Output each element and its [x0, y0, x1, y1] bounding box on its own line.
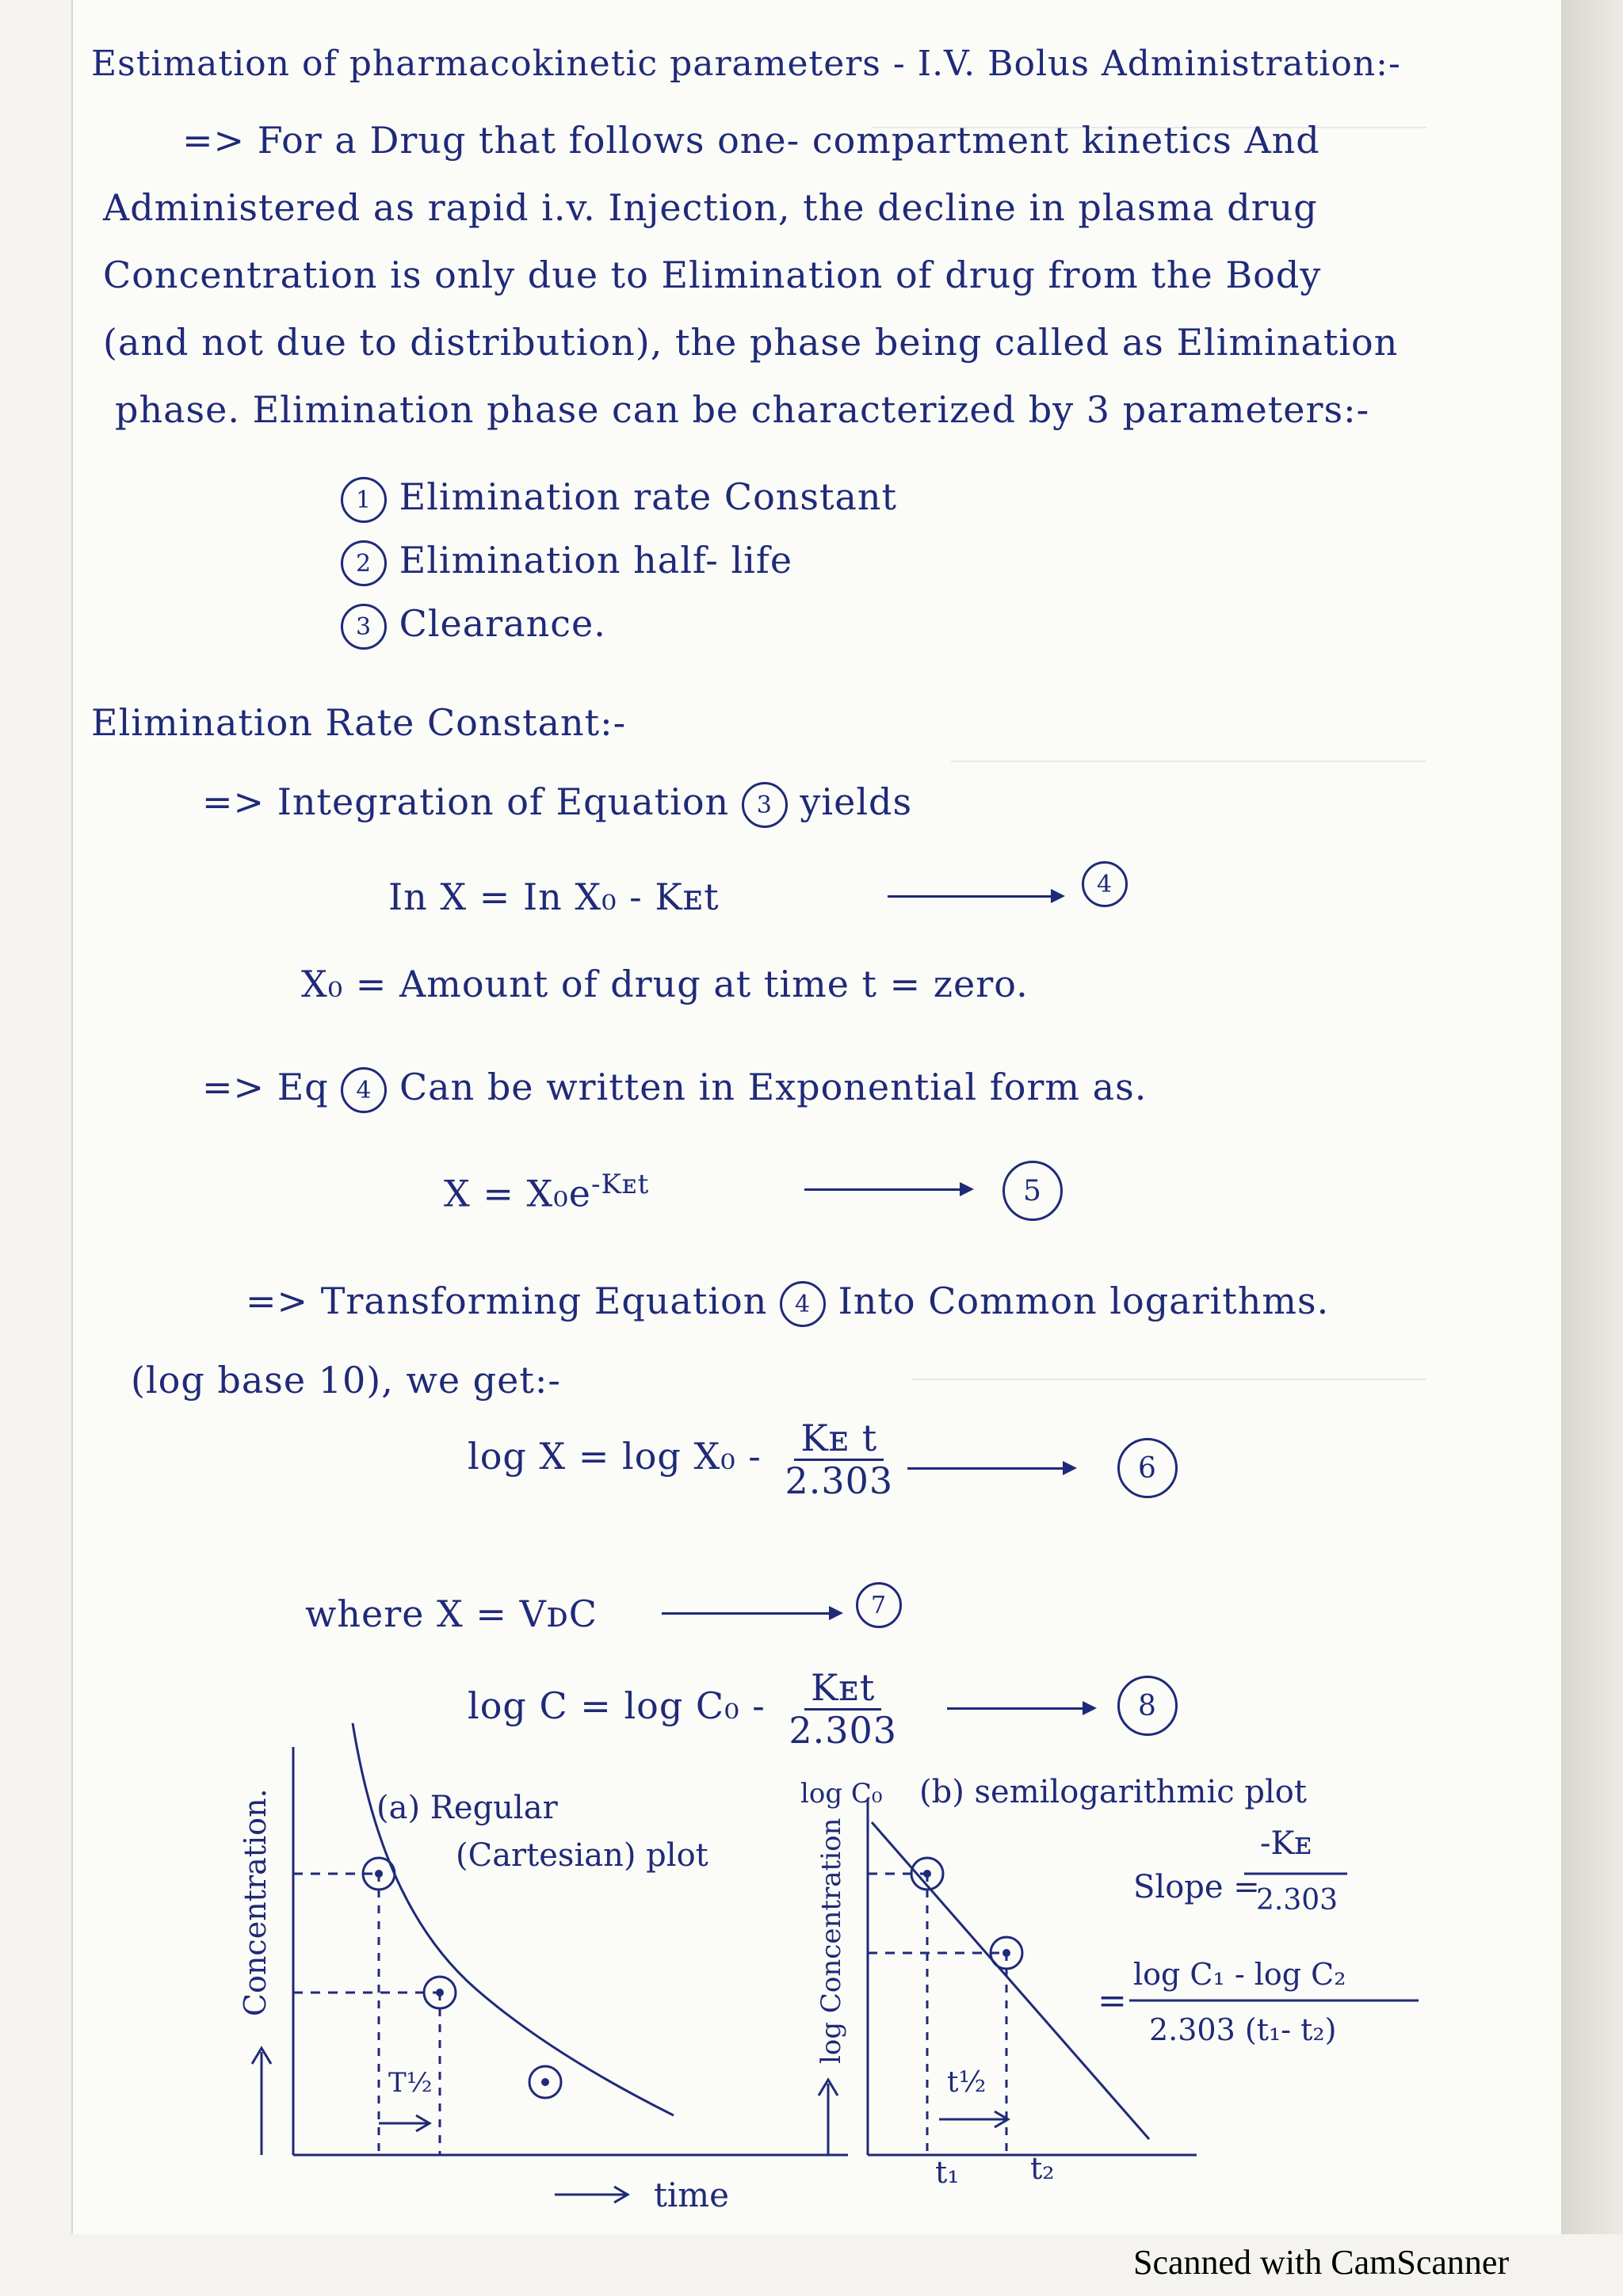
parameter-label: Elimination rate Constant — [399, 475, 898, 518]
line-text: Into Common logarithms. — [838, 1280, 1330, 1322]
log-base-line: (log base 10), we get:- — [131, 1359, 561, 1402]
slope-denominator: 2.303 — [1256, 1884, 1338, 1917]
equation-7: where X = VᴅC — [305, 1592, 598, 1635]
slope-label: Slope = — [1133, 1869, 1260, 1905]
x-axis-label: time — [654, 2176, 729, 2214]
equation-ref: 4 — [780, 1281, 826, 1327]
equation-base: X = X₀e — [444, 1172, 591, 1215]
equation-left: log X = log X₀ - — [468, 1435, 762, 1478]
parameter-label: Elimination half- life — [399, 539, 793, 582]
line-text: yields — [800, 780, 913, 823]
graph-b-top-label: log C₀ — [800, 1778, 883, 1810]
equation-left: log C = log C₀ - — [468, 1684, 766, 1728]
graph-a-label: (a) Regular — [376, 1790, 558, 1826]
line-text: => Integration of Equation — [202, 780, 730, 823]
slope-equals: = — [1098, 1981, 1127, 2021]
graph-b-half-life: t½ — [947, 2066, 987, 2099]
graph-a-label: (Cartesian) plot — [456, 1837, 708, 1874]
intro-line: Administered as rapid i.v. Injection, the decline in plasma drug — [103, 186, 1318, 229]
numerator: Kᴇ t — [794, 1418, 884, 1461]
equation-number-label: 4 — [1082, 861, 1128, 907]
graph-b-t1: t₁ — [935, 2155, 960, 2190]
equation-number-label: 6 — [1117, 1438, 1178, 1498]
line-text: => Eq — [202, 1066, 329, 1108]
graph-a-ylabel: Concentration. — [238, 1788, 273, 2016]
slope-numerator: -Kᴇ — [1260, 1825, 1312, 1862]
equation-exponent: -Kᴇt — [590, 1169, 650, 1200]
equation-number-label: 8 — [1117, 1676, 1178, 1736]
graph-a-curve — [353, 1723, 674, 2115]
graph-a-half-life: T½ — [388, 2067, 433, 2099]
intro-line: (and not due to distribution), the phase being called as Elimination — [103, 321, 1399, 364]
denominator: 2.303 — [789, 1708, 898, 1752]
item-number: 2 — [341, 540, 387, 586]
page-title: Estimation of pharmacokinetic parameters - I.V. Bolus Administration:- — [91, 44, 1401, 84]
equation-number-label: 7 — [856, 1582, 902, 1628]
graph-b-ylabel: log Concentration — [815, 1817, 847, 2064]
intro-line: => For a Drug that follows one- compartment kinetics And — [182, 119, 1320, 162]
equation-number-label: 5 — [1002, 1161, 1063, 1221]
equation-4: In X = In X₀ - Kᴇt — [388, 875, 720, 918]
intro-line: phase. Elimination phase can be characterized by 3 parameters:- — [115, 388, 1370, 431]
equation-ref: 3 — [742, 782, 788, 828]
parameter-label: Clearance. — [399, 602, 606, 645]
numerator: Kᴇt — [804, 1668, 881, 1711]
graph-b-label: (b) semilogarithmic plot — [919, 1774, 1307, 1810]
x0-definition: X₀ = Amount of drug at time t = zero. — [301, 963, 1029, 1005]
denominator: 2.303 — [785, 1459, 894, 1502]
slope2-denominator: 2.303 (t₁- t₂) — [1149, 2012, 1337, 2047]
slope2-numerator: log C₁ - log C₂ — [1133, 1957, 1346, 1992]
section-heading: Elimination Rate Constant:- — [91, 701, 627, 744]
graph-b-t2: t₂ — [1030, 2151, 1055, 2186]
item-number: 3 — [341, 604, 387, 650]
item-number: 1 — [341, 477, 387, 523]
intro-line: Concentration is only due to Elimination of drug from the Body — [103, 254, 1322, 296]
line-text: Can be written in Exponential form as. — [399, 1066, 1148, 1108]
line-text: => Transforming Equation — [246, 1280, 768, 1322]
scanner-footer: Scanned with CamScanner — [1133, 2243, 1510, 2282]
equation-ref: 4 — [341, 1067, 387, 1113]
